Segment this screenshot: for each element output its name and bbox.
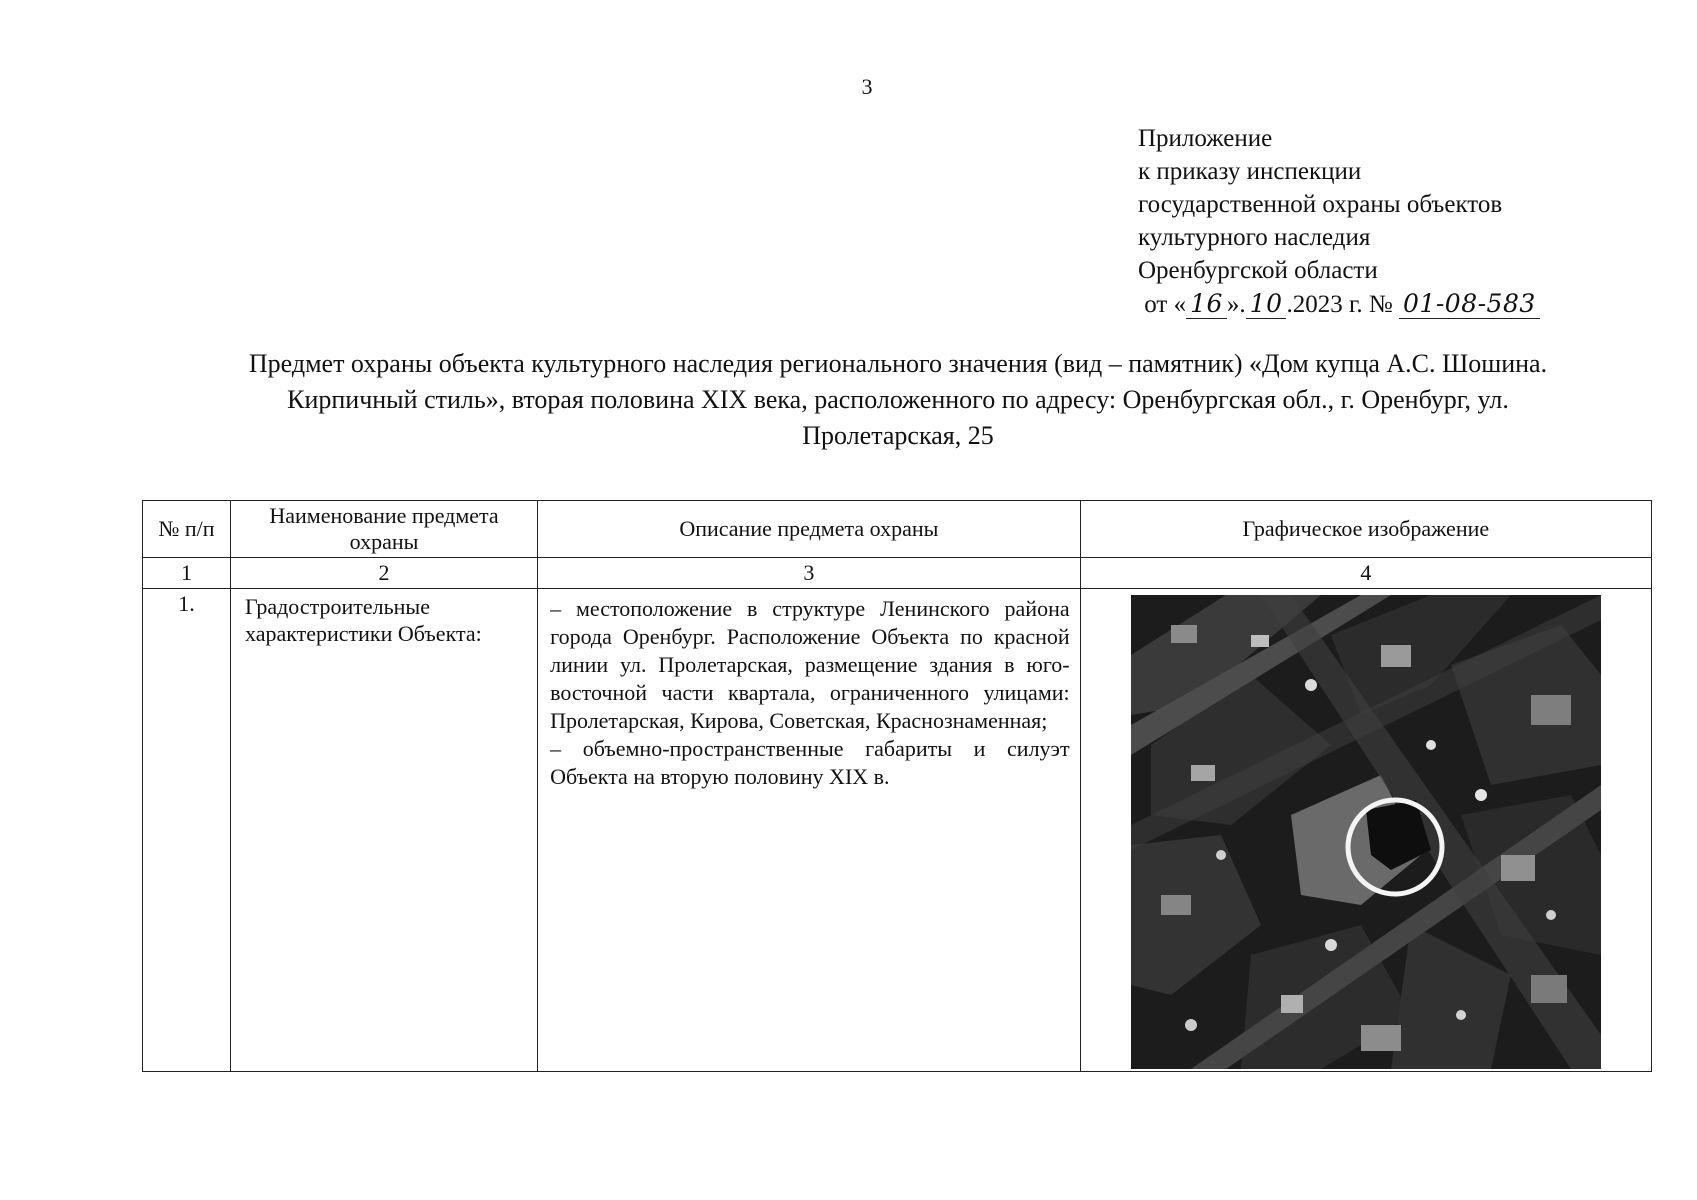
table-row — [143, 589, 1652, 1072]
appendix-line: государственной охраны объектов — [1138, 191, 1503, 218]
handwritten-day: 16 — [1186, 289, 1227, 319]
row-number: 1. — [143, 589, 231, 1072]
column-number: 3 — [538, 558, 1081, 589]
row-description — [538, 589, 1081, 1072]
protection-subject-table — [142, 500, 1652, 1072]
aerial-map-image — [1131, 595, 1601, 1069]
handwritten-order-number: 01-08-583 — [1399, 289, 1540, 319]
order-date-line — [1138, 287, 1540, 321]
appendix-line: к приказу инспекции — [1138, 158, 1362, 185]
description-paragraph: – местоположение в структуре Ленинского района города Оренбург. Расположение Объекта по красной линии ул. Пролетарская, размещение здания в юго-восточной части квартала, ограниченного улицами: Пролетарская, Кирова, Советская, Краснознаменная; — [550, 596, 1070, 733]
date-mid: ». — [1226, 291, 1246, 318]
date-prefix: от « — [1144, 291, 1187, 318]
appendix-block — [1138, 122, 1540, 321]
row-image-cell — [1080, 589, 1651, 1072]
description-paragraph: – объемно-пространственные габариты и силуэт Объекта на вторую половину XIX в. — [550, 736, 1070, 789]
column-number: 1 — [143, 558, 231, 589]
header-number: № п/п — [143, 501, 231, 558]
row-subject-name: Градостроительные характеристики Объекта: — [230, 589, 537, 1072]
handwritten-month: 10 — [1246, 289, 1287, 319]
table-header-row — [143, 501, 1652, 558]
page-number: 3 — [861, 74, 873, 99]
header-name: Наименование предмета охраны — [230, 501, 537, 558]
column-number-row — [143, 558, 1652, 589]
column-number: 4 — [1080, 558, 1651, 589]
appendix-line: Приложение — [1138, 125, 1273, 152]
header-description: Описание предмета охраны — [538, 501, 1081, 558]
column-number: 2 — [230, 558, 537, 589]
appendix-line: культурного наследия — [1138, 224, 1371, 251]
year-text: .2023 г. № — [1286, 291, 1393, 318]
appendix-line: Оренбургской области — [1138, 257, 1378, 284]
document-title: Предмет охраны объекта культурного наследия регионального значения (вид – памятник) «Дом купца А.С. Шошина. Кирпичный стиль», вторая половина XIX века, расположенного по адресу: Оренбургская обл., г. Оренбург, ул. Пролетарская, 25 — [248, 349, 1548, 450]
header-image: Графическое изображение — [1080, 501, 1651, 558]
